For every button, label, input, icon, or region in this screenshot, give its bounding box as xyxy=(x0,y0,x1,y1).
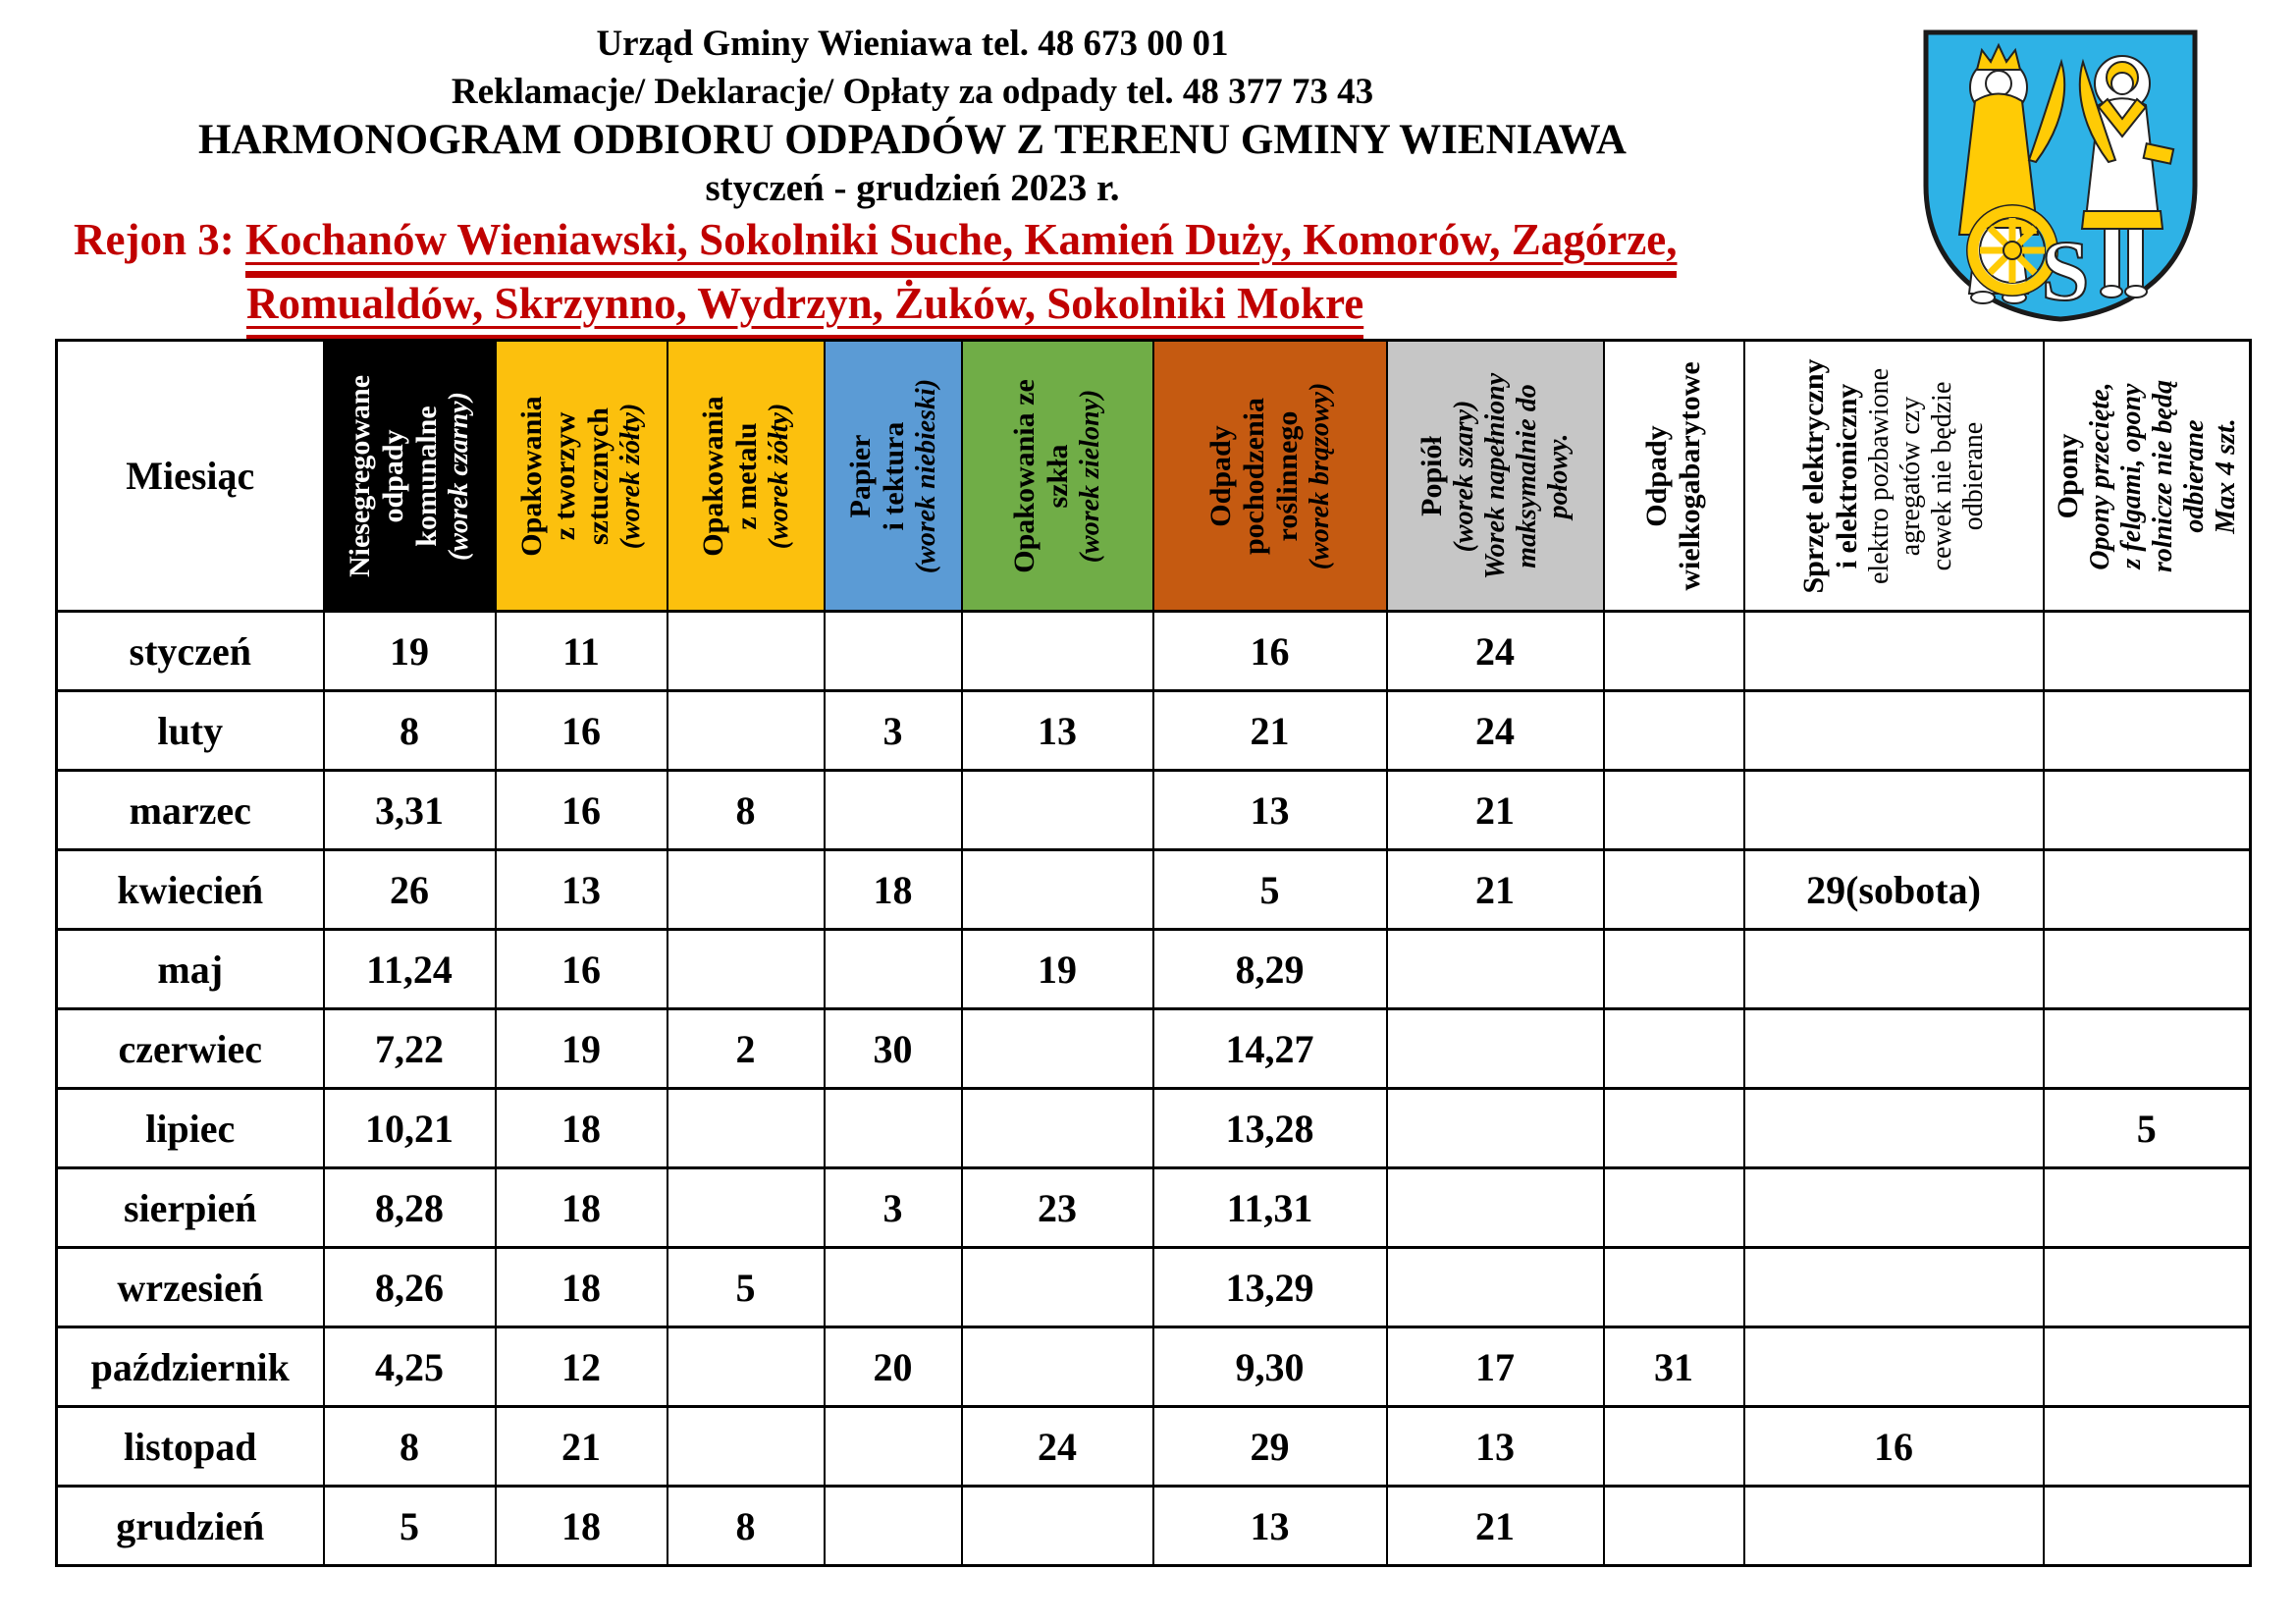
schedule-cell-opony xyxy=(2044,1407,2251,1487)
schedule-cell-opony: 5 xyxy=(2044,1089,2251,1168)
column-header-niesegregowane-odpady-komunalne xyxy=(324,341,496,612)
schedule-cell-opakowania-z-metalu: 5 xyxy=(667,1248,825,1327)
schedule-cell-sprzet-elektryczny-i-elektroniczny xyxy=(1744,1327,2044,1407)
schedule-cell-opakowania-ze-szkla xyxy=(962,1327,1153,1407)
schedule-cell-papier-i-tektura xyxy=(825,612,962,691)
header-text-line: Niesegregowane xyxy=(344,374,376,577)
schedule-cell-niesegregowane-odpady-komunalne: 19 xyxy=(324,612,496,691)
month-label: listopad xyxy=(57,1407,324,1487)
schedule-cell-papier-i-tektura xyxy=(825,930,962,1009)
schedule-cell-niesegregowane-odpady-komunalne: 7,22 xyxy=(324,1009,496,1089)
header-text-line: Papier xyxy=(843,434,877,517)
schedule-cell-popiol: 21 xyxy=(1387,1487,1604,1566)
schedule-cell-popiol xyxy=(1387,1089,1604,1168)
schedule-cell-odpady-wielkogabarytowe xyxy=(1604,691,1744,771)
schedule-cell-popiol xyxy=(1387,930,1604,1009)
schedule-cell-opakowania-z-metalu: 8 xyxy=(667,771,825,850)
schedule-cell-opakowania-ze-szkla xyxy=(962,1248,1153,1327)
header-text-line: Worek napełniony xyxy=(1480,372,1511,579)
schedule-cell-opony xyxy=(2044,771,2251,850)
schedule-cell-odpady-wielkogabarytowe xyxy=(1604,1009,1744,1089)
rotated-header-text xyxy=(697,351,795,602)
header-text-line: (worek żółty) xyxy=(763,403,794,549)
month-label: marzec xyxy=(57,771,324,850)
schedule-cell-odpady-pochodzenia-roslinnego: 13 xyxy=(1153,771,1387,850)
schedule-cell-odpady-wielkogabarytowe xyxy=(1604,1089,1744,1168)
rotated-header-text xyxy=(844,351,942,602)
schedule-row-lipiec xyxy=(57,1089,2251,1168)
rotated-header-text xyxy=(1415,351,1575,602)
schedule-cell-niesegregowane-odpady-komunalne: 26 xyxy=(324,850,496,930)
schedule-cell-odpady-wielkogabarytowe xyxy=(1604,850,1744,930)
schedule-cell-papier-i-tektura xyxy=(825,1248,962,1327)
schedule-cell-opony xyxy=(2044,850,2251,930)
month-label: lipiec xyxy=(57,1089,324,1168)
coat-of-arms-graphic xyxy=(1916,24,2205,330)
schedule-cell-niesegregowane-odpady-komunalne: 4,25 xyxy=(324,1327,496,1407)
header-text-line: cewek nie będzie xyxy=(1927,381,1957,570)
schedule-row-czerwiec xyxy=(57,1009,2251,1089)
header-text-line: komunalne xyxy=(410,405,443,547)
schedule-cell-sprzet-elektryczny-i-elektroniczny xyxy=(1744,691,2044,771)
header-text-line: odpady xyxy=(377,428,409,523)
rejon-line-1 xyxy=(74,216,1677,264)
schedule-cell-niesegregowane-odpady-komunalne: 8,28 xyxy=(324,1168,496,1248)
month-label: październik xyxy=(57,1327,324,1407)
rejon-villages-2: Romualdów, Skrzynno, Wydrzyn, Żuków, Sokolniki Mokre xyxy=(246,279,1363,342)
schedule-cell-popiol: 24 xyxy=(1387,612,1604,691)
month-label: styczeń xyxy=(57,612,324,691)
header-text-line: (worek zielony) xyxy=(1075,389,1105,563)
schedule-cell-papier-i-tektura: 3 xyxy=(825,1168,962,1248)
header-text-line: (worek szary) xyxy=(1449,400,1479,552)
schedule-cell-sprzet-elektryczny-i-elektroniczny xyxy=(1744,1168,2044,1248)
schedule-cell-opakowania-z-tworzyw-sztucznych: 18 xyxy=(496,1089,667,1168)
rejon-line-2 xyxy=(246,280,1677,328)
schedule-cell-papier-i-tektura xyxy=(825,1089,962,1168)
schedule-cell-opakowania-ze-szkla xyxy=(962,771,1153,850)
schedule-cell-sprzet-elektryczny-i-elektroniczny xyxy=(1744,930,2044,1009)
schedule-cell-odpady-pochodzenia-roslinnego: 29 xyxy=(1153,1407,1387,1487)
rotated-header-text xyxy=(515,351,647,602)
schedule-cell-opakowania-ze-szkla: 23 xyxy=(962,1168,1153,1248)
column-header-opakowania-z-tworzyw-sztucznych xyxy=(496,341,667,612)
rotated-header-text xyxy=(1640,351,1707,602)
header-text-line: elektro pozbawione xyxy=(1864,367,1895,584)
title-line-harmonogram: HARMONOGRAM ODBIORU ODPADÓW Z TERENU GMINY WIENIAWA xyxy=(198,117,1627,163)
header-text-line: z metalu xyxy=(729,421,763,530)
schedule-cell-opakowania-z-metalu: 8 xyxy=(667,1487,825,1566)
schedule-cell-opakowania-z-metalu xyxy=(667,691,825,771)
month-label: czerwiec xyxy=(57,1009,324,1089)
schedule-cell-niesegregowane-odpady-komunalne: 5 xyxy=(324,1487,496,1566)
header-text-line: agregatów czy xyxy=(1896,396,1926,556)
header-text-line: maksymalnie do xyxy=(1512,383,1542,568)
header-text-line: odbierane xyxy=(1958,421,1989,530)
schedule-cell-odpady-wielkogabarytowe xyxy=(1604,1487,1744,1566)
header-text-line: szkła xyxy=(1041,444,1074,509)
column-header-sprzet-elektryczny-i-elektroniczny xyxy=(1744,341,2044,612)
rotated-header-text xyxy=(2052,351,2242,602)
rejon-heading xyxy=(74,216,1677,343)
header-text-line: Max 4 szt. xyxy=(2210,417,2241,534)
schedule-cell-opakowania-ze-szkla xyxy=(962,1089,1153,1168)
header-text-line: Opony xyxy=(2051,433,2084,518)
schedule-cell-opakowania-z-tworzyw-sztucznych: 18 xyxy=(496,1487,667,1566)
schedule-cell-opakowania-ze-szkla xyxy=(962,1487,1153,1566)
title-line-complaints-phone: Reklamacje/ Deklaracje/ Opłaty za odpady tel. 48 377 73 43 xyxy=(451,72,1374,112)
schedule-cell-opakowania-z-metalu xyxy=(667,850,825,930)
column-header-opakowania-z-metalu xyxy=(667,341,825,612)
schedule-cell-odpady-pochodzenia-roslinnego: 8,29 xyxy=(1153,930,1387,1009)
header-text-line: rolnicze nie będą xyxy=(2147,379,2178,572)
schedule-cell-papier-i-tektura: 18 xyxy=(825,850,962,930)
schedule-cell-sprzet-elektryczny-i-elektroniczny xyxy=(1744,1487,2044,1566)
schedule-cell-opony xyxy=(2044,1009,2251,1089)
schedule-cell-papier-i-tektura: 3 xyxy=(825,691,962,771)
schedule-cell-odpady-wielkogabarytowe xyxy=(1604,612,1744,691)
schedule-cell-papier-i-tektura xyxy=(825,1487,962,1566)
schedule-cell-opakowania-z-tworzyw-sztucznych: 16 xyxy=(496,930,667,1009)
schedule-row-sierpień xyxy=(57,1168,2251,1248)
wieniawa-coat-of-arms xyxy=(1916,24,2205,330)
schedule-cell-opakowania-z-tworzyw-sztucznych: 21 xyxy=(496,1407,667,1487)
title-line-office-phone: Urząd Gminy Wieniawa tel. 48 673 00 01 xyxy=(596,24,1229,64)
header-text-line: Sprzęt elektryczny xyxy=(1797,357,1830,594)
schedule-cell-opony xyxy=(2044,691,2251,771)
header-text-line: (worek żółty) xyxy=(615,403,646,549)
schedule-cell-odpady-pochodzenia-roslinnego: 13,28 xyxy=(1153,1089,1387,1168)
schedule-cell-niesegregowane-odpady-komunalne: 8,26 xyxy=(324,1248,496,1327)
schedule-cell-odpady-pochodzenia-roslinnego: 9,30 xyxy=(1153,1327,1387,1407)
schedule-cell-odpady-pochodzenia-roslinnego: 14,27 xyxy=(1153,1009,1387,1089)
schedule-cell-odpady-pochodzenia-roslinnego: 5 xyxy=(1153,850,1387,930)
schedule-cell-opakowania-z-metalu xyxy=(667,930,825,1009)
schedule-cell-popiol: 21 xyxy=(1387,771,1604,850)
header-text-line: i tektura xyxy=(877,421,910,530)
month-label: wrzesień xyxy=(57,1248,324,1327)
schedule-cell-niesegregowane-odpady-komunalne: 10,21 xyxy=(324,1089,496,1168)
schedule-cell-odpady-wielkogabarytowe xyxy=(1604,930,1744,1009)
schedule-cell-opakowania-z-metalu xyxy=(667,1327,825,1407)
header-text-line: sztucznych xyxy=(582,406,614,545)
column-header-odpady-wielkogabarytowe xyxy=(1604,341,1744,612)
column-header-opakowania-ze-szkla xyxy=(962,341,1153,612)
header-text-line: Popiół xyxy=(1415,435,1448,516)
header-text-line: Odpady xyxy=(1640,424,1673,527)
schedule-cell-papier-i-tektura xyxy=(825,771,962,850)
header-text-line: Opakowania xyxy=(515,395,548,557)
schedule-cell-opakowania-ze-szkla: 24 xyxy=(962,1407,1153,1487)
column-header-popiol xyxy=(1387,341,1604,612)
document-header xyxy=(56,20,1769,212)
schedule-row-listopad xyxy=(57,1407,2251,1487)
schedule-cell-opakowania-z-tworzyw-sztucznych: 16 xyxy=(496,691,667,771)
schedule-cell-opakowania-z-tworzyw-sztucznych: 11 xyxy=(496,612,667,691)
schedule-cell-odpady-wielkogabarytowe xyxy=(1604,771,1744,850)
schedule-row-październik xyxy=(57,1327,2251,1407)
header-text-line: (worek niebieski) xyxy=(910,378,941,573)
month-label: luty xyxy=(57,691,324,771)
header-text-line: i elektroniczny xyxy=(1831,383,1863,568)
schedule-cell-opony xyxy=(2044,612,2251,691)
schedule-cell-popiol: 17 xyxy=(1387,1327,1604,1407)
schedule-cell-opony xyxy=(2044,1487,2251,1566)
schedule-cell-sprzet-elektryczny-i-elektroniczny xyxy=(1744,771,2044,850)
schedule-cell-opakowania-z-metalu xyxy=(667,1407,825,1487)
rejon-villages-1: Kochanów Wieniawski, Sokolniki Suche, Kamień Duży, Komorów, Zagórze, xyxy=(245,215,1678,278)
header-text-line: Opakowania xyxy=(696,395,729,557)
header-text-line: połowy. xyxy=(1543,433,1574,518)
schedule-cell-odpady-wielkogabarytowe xyxy=(1604,1168,1744,1248)
schedule-cell-opakowania-z-metalu xyxy=(667,1089,825,1168)
schedule-row-kwiecień xyxy=(57,850,2251,930)
schedule-cell-opakowania-z-tworzyw-sztucznych: 18 xyxy=(496,1248,667,1327)
schedule-cell-opakowania-ze-szkla: 13 xyxy=(962,691,1153,771)
header-text-line: odbierane xyxy=(2178,418,2210,533)
column-header-opony xyxy=(2044,341,2251,612)
schedule-cell-opakowania-z-tworzyw-sztucznych: 18 xyxy=(496,1168,667,1248)
column-header-odpady-pochodzenia-roslinnego xyxy=(1153,341,1387,612)
schedule-row-maj xyxy=(57,930,2251,1009)
schedule-cell-sprzet-elektryczny-i-elektroniczny xyxy=(1744,1089,2044,1168)
schedule-row-grudzień xyxy=(57,1487,2251,1566)
schedule-cell-popiol xyxy=(1387,1168,1604,1248)
schedule-cell-sprzet-elektryczny-i-elektroniczny: 16 xyxy=(1744,1407,2044,1487)
schedule-cell-opony xyxy=(2044,1168,2251,1248)
schedule-cell-opakowania-ze-szkla: 19 xyxy=(962,930,1153,1009)
schedule-cell-niesegregowane-odpady-komunalne: 8 xyxy=(324,691,496,771)
schedule-cell-sprzet-elektryczny-i-elektroniczny: 29(sobota) xyxy=(1744,850,2044,930)
schedule-cell-niesegregowane-odpady-komunalne: 3,31 xyxy=(324,771,496,850)
header-text-line: Odpady xyxy=(1203,424,1237,527)
header-text-line: (worek czarny) xyxy=(444,391,474,561)
schedule-table xyxy=(55,339,2252,1567)
header-text-line: roślinnego xyxy=(1270,410,1304,541)
rotated-header-text xyxy=(1008,351,1106,602)
schedule-cell-opony xyxy=(2044,930,2251,1009)
schedule-cell-popiol: 13 xyxy=(1387,1407,1604,1487)
schedule-cell-opakowania-z-metalu: 2 xyxy=(667,1009,825,1089)
schedule-cell-opakowania-z-metalu xyxy=(667,1168,825,1248)
schedule-row-luty xyxy=(57,691,2251,771)
month-label: maj xyxy=(57,930,324,1009)
schedule-cell-sprzet-elektryczny-i-elektroniczny xyxy=(1744,1009,2044,1089)
schedule-row-wrzesień xyxy=(57,1248,2251,1327)
rotated-header-text xyxy=(344,351,475,602)
schedule-cell-popiol xyxy=(1387,1248,1604,1327)
schedule-cell-odpady-wielkogabarytowe xyxy=(1604,1407,1744,1487)
rejon-label: Rejon 3: xyxy=(74,215,235,264)
schedule-cell-opony xyxy=(2044,1327,2251,1407)
schedule-cell-odpady-pochodzenia-roslinnego: 11,31 xyxy=(1153,1168,1387,1248)
title-line-period: styczeń - grudzień 2023 r. xyxy=(705,167,1120,209)
schedule-cell-opakowania-z-tworzyw-sztucznych: 12 xyxy=(496,1327,667,1407)
header-text-line: Opony przecięte, xyxy=(2084,381,2115,570)
schedule-cell-sprzet-elektryczny-i-elektroniczny xyxy=(1744,612,2044,691)
schedule-cell-popiol: 24 xyxy=(1387,691,1604,771)
schedule-cell-opony xyxy=(2044,1248,2251,1327)
crest-letter-s: S xyxy=(2041,224,2090,319)
schedule-cell-odpady-wielkogabarytowe xyxy=(1604,1248,1744,1327)
schedule-cell-opakowania-ze-szkla xyxy=(962,1009,1153,1089)
schedule-cell-odpady-pochodzenia-roslinnego: 13 xyxy=(1153,1487,1387,1566)
header-text-line: z tworzyw xyxy=(549,411,581,540)
header-text-line: z felgami, opony xyxy=(2115,383,2147,568)
column-header-papier-i-tektura xyxy=(825,341,962,612)
header-text-line: wielkogabarytowe xyxy=(1674,360,1706,591)
schedule-table-wrapper xyxy=(55,339,2252,1567)
header-text-line: (worek brązowy) xyxy=(1304,382,1335,569)
schedule-cell-papier-i-tektura: 20 xyxy=(825,1327,962,1407)
schedule-cell-odpady-wielkogabarytowe: 31 xyxy=(1604,1327,1744,1407)
schedule-cell-odpady-pochodzenia-roslinnego: 21 xyxy=(1153,691,1387,771)
schedule-cell-opakowania-ze-szkla xyxy=(962,850,1153,930)
schedule-row-marzec xyxy=(57,771,2251,850)
schedule-cell-niesegregowane-odpady-komunalne: 8 xyxy=(324,1407,496,1487)
month-label: kwiecień xyxy=(57,850,324,930)
schedule-cell-papier-i-tektura: 30 xyxy=(825,1009,962,1089)
month-label: sierpień xyxy=(57,1168,324,1248)
rotated-header-text xyxy=(1204,351,1336,602)
schedule-cell-niesegregowane-odpady-komunalne: 11,24 xyxy=(324,930,496,1009)
schedule-cell-odpady-pochodzenia-roslinnego: 16 xyxy=(1153,612,1387,691)
rotated-header-text xyxy=(1797,351,1990,602)
table-header-row xyxy=(57,341,2251,612)
schedule-cell-opakowania-z-tworzyw-sztucznych: 16 xyxy=(496,771,667,850)
schedule-cell-opakowania-z-metalu xyxy=(667,612,825,691)
schedule-cell-popiol: 21 xyxy=(1387,850,1604,930)
schedule-cell-opakowania-z-tworzyw-sztucznych: 13 xyxy=(496,850,667,930)
schedule-cell-papier-i-tektura xyxy=(825,1407,962,1487)
schedule-cell-sprzet-elektryczny-i-elektroniczny xyxy=(1744,1248,2044,1327)
schedule-cell-opakowania-ze-szkla xyxy=(962,612,1153,691)
month-label: grudzień xyxy=(57,1487,324,1566)
month-column-header: Miesiąc xyxy=(57,341,324,612)
schedule-row-styczeń xyxy=(57,612,2251,691)
schedule-cell-odpady-pochodzenia-roslinnego: 13,29 xyxy=(1153,1248,1387,1327)
header-text-line: Opakowania ze xyxy=(1008,378,1041,573)
schedule-cell-popiol xyxy=(1387,1009,1604,1089)
schedule-cell-opakowania-z-tworzyw-sztucznych: 19 xyxy=(496,1009,667,1089)
header-text-line: pochodzenia xyxy=(1237,397,1270,555)
